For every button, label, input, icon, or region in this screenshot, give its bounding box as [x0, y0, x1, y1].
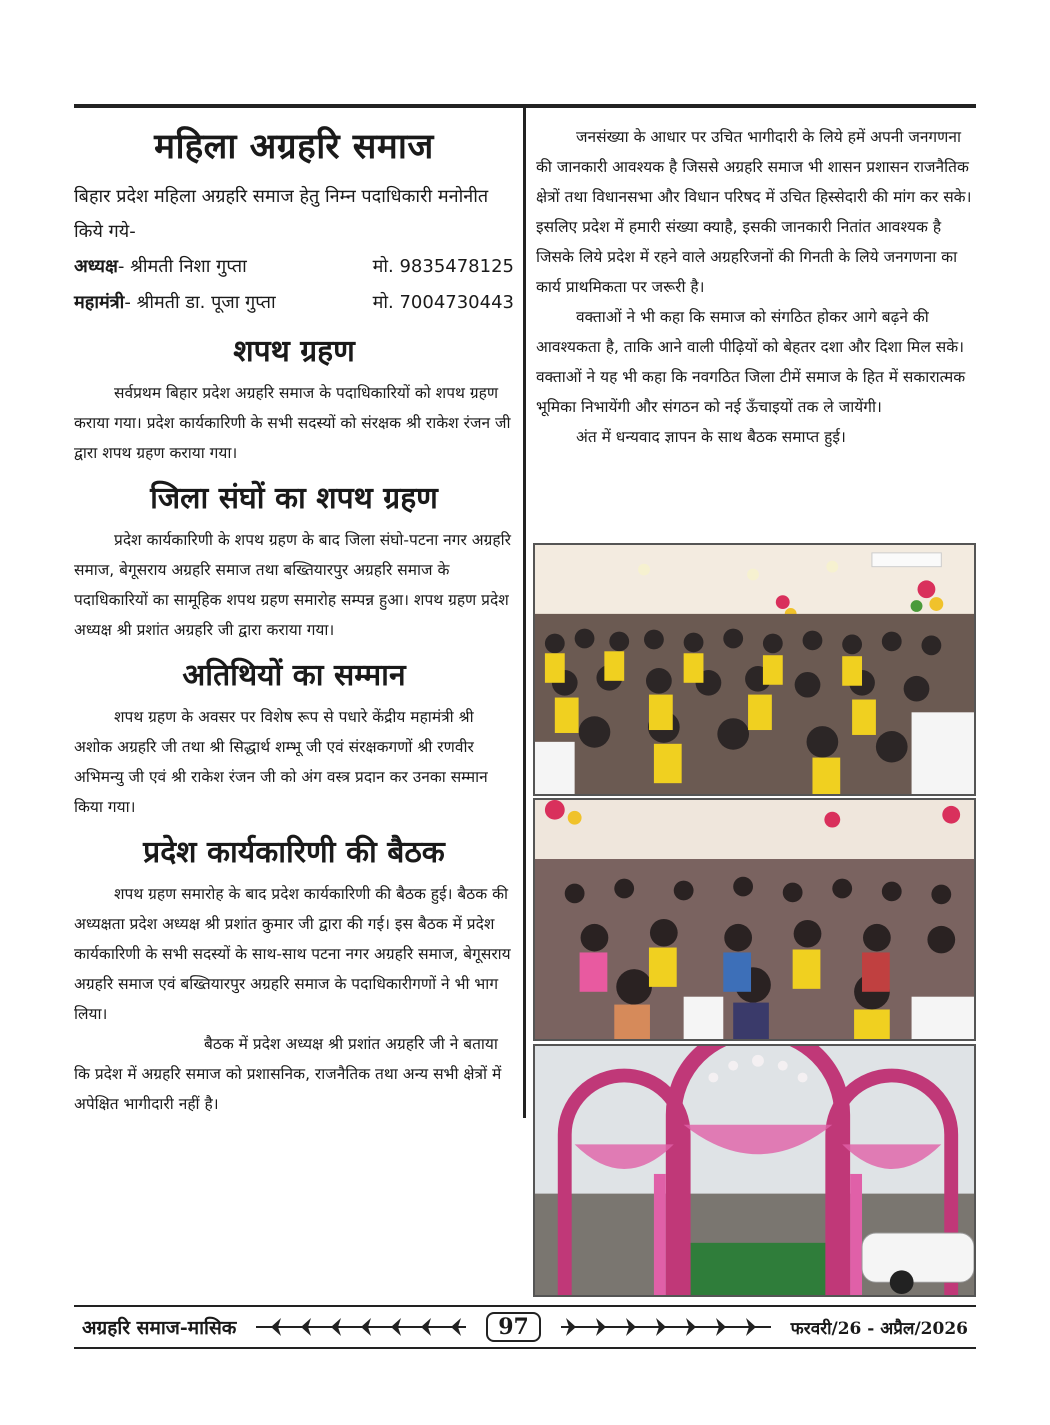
section-heading-oath: शपथ ग्रहण	[233, 334, 355, 369]
section-text-district-oath: प्रदेश कार्यकारिणी के शपथ ग्रहण के बाद जिला संघो-पटना नगर अग्रहरि समाज, बेगूसराय अग्रहरि समाज तथा बख्तियारपुर अग्रहरि समाज के पदाधिकारियों का सामूहिक शपथ ग्रहण समारोह सम्पन्न हुआ। शपथ ग्रहण प्रदेश अध्यक्ष श्री प्रशांत अग्रहरि जी द्वारा कराया गया।	[74, 531, 511, 639]
column-divider	[523, 108, 526, 1118]
section-heading-guests: अतिथियों का सम्मान	[182, 658, 406, 693]
section-text-oath: सर्वप्रथम बिहार प्रदेश अग्रहरि समाज के पदाधिकारियों को शपथ ग्रहण कराया गया। प्रदेश कार्यकारिणी के सभी सदस्यों को संरक्षक श्री राकेश रंजन जी द्वारा शपथ ग्रहण कराया गया।	[74, 384, 511, 462]
office-name: - श्रीमती निशा गुप्ता	[117, 256, 247, 277]
photo-audience-hall	[533, 543, 976, 796]
page-footer	[74, 1305, 976, 1349]
office-row-president	[74, 249, 514, 285]
magazine-name: अग्रहरि समाज-मासिक	[82, 1317, 237, 1339]
office-name: - श्रीमती डा. पूजा गुप्ता	[124, 292, 276, 313]
vine-left-icon	[256, 1315, 466, 1339]
section-text-guests: शपथ ग्रहण के अवसर पर विशेष रूप से पधारे केंद्रीय महामंत्री श्री अशोक अग्रहरि जी तथा श्री सिद्धार्थ शम्भू जी एवं संरक्षकगणों श्री रणवीर अभिमन्यु जी एवं श्री राकेश रंजन जी को अंग वस्त्र प्रदान कर उनका सम्मान किया गया।	[74, 708, 488, 816]
role-label: महामंत्री	[74, 292, 125, 313]
right-paragraph-3: अंत में धन्यवाद ज्ञापन के साथ बैठक समाप्त हुई।	[576, 428, 846, 446]
office-mobile: मो. 9835478125	[372, 256, 514, 277]
vine-right-icon	[561, 1315, 771, 1339]
page-number: 97	[486, 1312, 541, 1342]
intro-text: बिहार प्रदेश महिला अग्रहरि समाज हेतु निम्न पदाधिकारी मनोनीत किये गये-	[74, 186, 489, 242]
issue-date: फरवरी/26 - अप्रैल/2026	[790, 1318, 968, 1339]
office-mobile: मो. 7004730443	[372, 292, 514, 313]
role-label: अध्यक्ष	[74, 256, 118, 277]
left-column	[74, 118, 514, 1119]
section-heading-district-oath: जिला संघों का शपथ ग्रहण	[150, 481, 438, 516]
photo-women-audience	[533, 798, 976, 1041]
right-paragraph-2: वक्ताओं ने भी कहा कि समाज को संगठित होकर आगे बढ़ने की आवश्यकता है, ताकि आने वाली पीढ़ियों को बेहतर दशा और दिशा मिल सके। वक्ताओं ने यह भी कहा कि नवगठित जिला टीमें समाज के हित में सकारात्मक भूमिका निभायेंगी और संगठन को नई ऊँचाइयों तक ले जायेंगी।	[536, 308, 966, 416]
right-column	[536, 122, 972, 452]
office-row-secretary	[74, 285, 514, 321]
section-heading-meeting: प्रदेश कार्यकारिणी की बैठक	[143, 835, 445, 870]
right-paragraph-1: जनसंख्या के आधार पर उचित भागीदारी के लिये हमें अपनी जनगणना की जानकारी आवश्यक है जिससे अग्रहरि समाज भी शासन प्रशासन राजनैतिक क्षेत्रों तथा विधानसभा और विधान परिषद में उचित हिस्सेदारी की मांग कर सके। इसलिए प्रदेश में हमारी संख्या क्याहै, इसकी जानकारी नितांत आवश्यक है जिसके लिये प्रदेश में रहने वाले अग्रहरिजनों की गिनती के लिये जनगणना का कार्य प्राथमिकता पर जरूरी है।	[536, 128, 972, 296]
section-text-meeting-2: बैठक में प्रदेश अध्यक्ष श्री प्रशांत अग्रहरि जी ने बताया कि प्रदेश में अग्रहरि समाज को प्रशासनिक, राजनैतिक तथा अन्य सभी क्षेत्रों में अपेक्षित भागीदारी नहीं है।	[74, 1035, 502, 1113]
photo-floral-gate	[533, 1044, 976, 1297]
article-title: महिला अग्रहरि समाज	[154, 126, 434, 167]
section-text-meeting: शपथ ग्रहण समारोह के बाद प्रदेश कार्यकारिणी की बैठक हुई। बैठक की अध्यक्षता प्रदेश अध्यक्ष श्री प्रशांत कुमार जी द्वारा की गई। इस बैठक में प्रदेश कार्यकारिणी के सभी सदस्यों के साथ-साथ पटना नगर अग्रहरि समाज, बेगूसराय अग्रहरि समाज एवं बख्तियारपुर अग्रहरि समाज के पदाधिकारीगणों ने भी भाग लिया।	[74, 885, 511, 1023]
